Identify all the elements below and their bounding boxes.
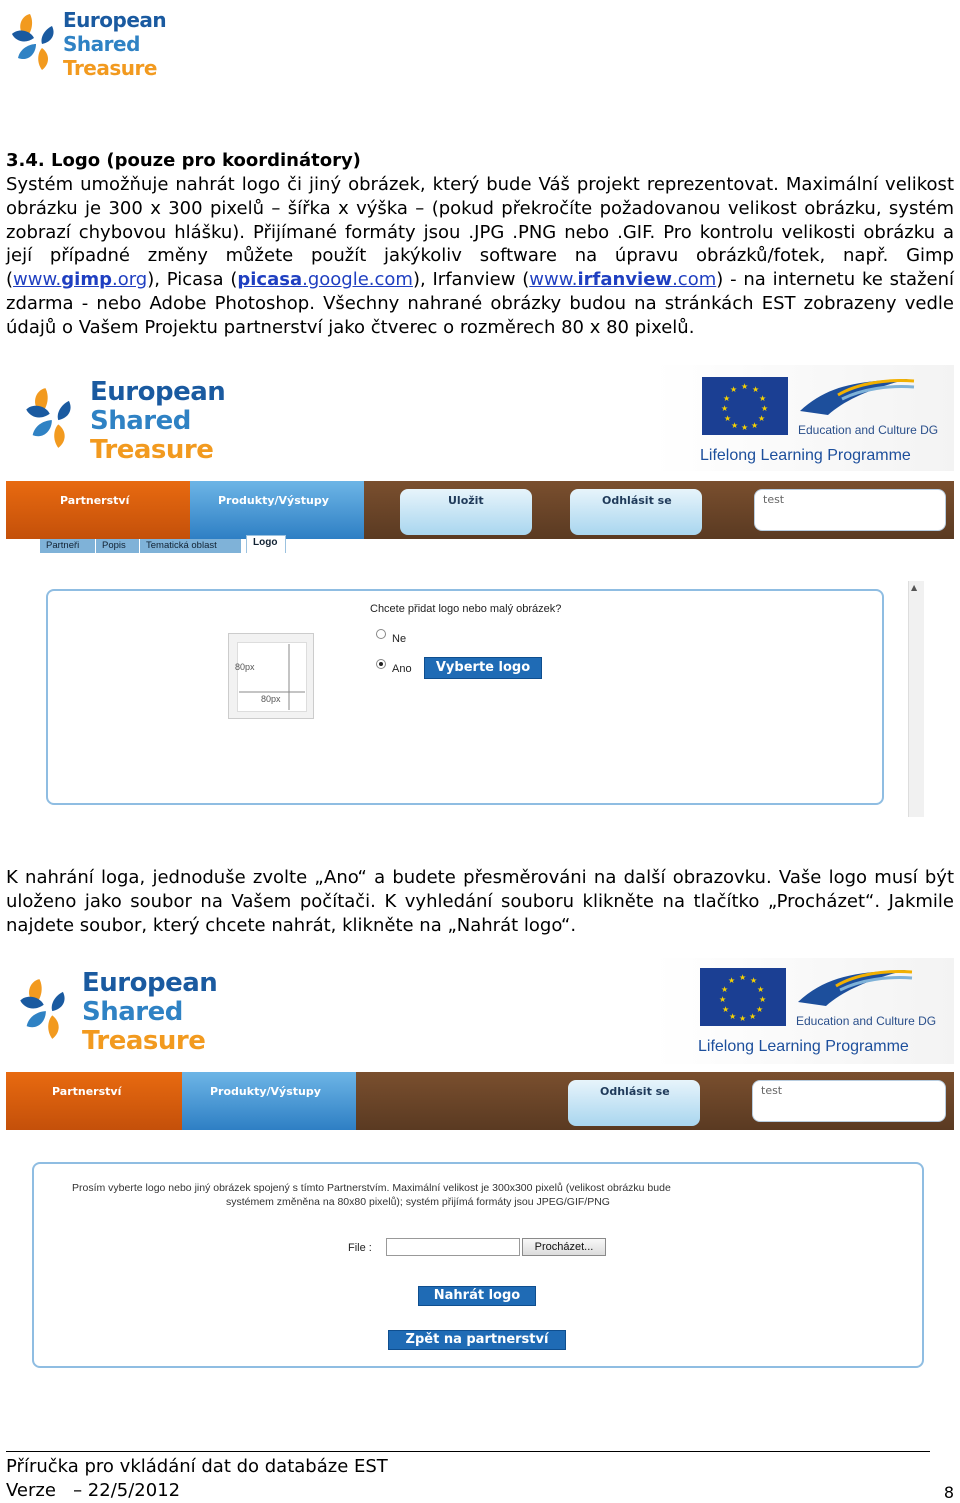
footer-title: Příručka pro vkládání dat do databáze EST: [6, 1456, 388, 1477]
logout-button-label: Odhlásit se: [600, 1085, 670, 1098]
logout-button[interactable]: [570, 489, 702, 535]
placeholder-width-label: 80px: [261, 694, 281, 704]
screenshot-upload: [6, 958, 954, 1372]
main-navbar: [6, 481, 954, 539]
logo-question: Chcete přidat logo nebo malý obrázek?: [370, 603, 562, 615]
nav-partnerstvi[interactable]: Partnerství: [52, 1085, 122, 1098]
upload-instructions-line1: Prosím vyberte logo nebo jiný obrázek spojený s tímto Partnerstvím. Maximální velikost je 300x300 pixelů (velikost obrázku bude: [72, 1182, 671, 1194]
footer-version: Verze – 22/5/2012: [6, 1480, 181, 1501]
main-navbar: [6, 1072, 954, 1130]
llp-swoosh-icon: [798, 375, 918, 423]
intro-text-2: ), Picasa (: [147, 269, 238, 291]
dg-label: Education and Culture DG: [798, 423, 939, 437]
tab-popis[interactable]: Popis: [96, 539, 140, 553]
irfanview-link[interactable]: www.irfanview.com: [529, 269, 717, 291]
search-input[interactable]: test: [752, 1080, 946, 1122]
scroll-up-icon[interactable]: ▲: [911, 583, 918, 592]
radio-ano-label: Ano: [392, 663, 412, 675]
est-banner: [6, 958, 954, 1064]
est-banner: [6, 365, 954, 471]
intro-text-1: Systém umožňuje nahrát logo či jiný obrázek, který bude Váš projekt reprezentovat. Maximální velikost obrázku je 300 x 300 pixelů – šířka x výška – (pokud překročíte požadovanou velikost obrázku, systém zobrazí chybovou hlášku). Přijímané formáty jsou .JPG .PNG nebo .GIF. Pro kontrolu velikosti obrázku a její případné změny můžete použít jakýkoliv software na úpravu obrázků/fotek, např. Gimp (: [6, 174, 954, 291]
browse-button[interactable]: Procházet...: [522, 1238, 606, 1256]
logo-placeholder: [228, 633, 314, 719]
footer-rule: [6, 1451, 930, 1452]
logo-choice-panel: [46, 589, 884, 805]
page-number: 8: [943, 1483, 954, 1502]
tab-tematicka-oblast[interactable]: Tematická oblast: [140, 539, 242, 553]
intro-text-3: ), Irfanview (: [412, 269, 530, 291]
logo-text-shared: Shared: [90, 406, 191, 436]
save-button-label: Uložit: [448, 494, 484, 507]
flower-logo-icon: [16, 966, 80, 1052]
flower-logo-icon: [8, 4, 68, 80]
logo-text-shared: Shared: [82, 997, 183, 1027]
upload-logo-button[interactable]: Nahrát logo: [418, 1286, 536, 1306]
file-label: File :: [348, 1242, 372, 1254]
dimension-lines-icon: [229, 634, 315, 720]
logo-text-european: European: [63, 8, 167, 32]
section-heading: 3.4. Logo (pouze pro koordinátory): [6, 150, 361, 171]
file-path-input[interactable]: [386, 1238, 520, 1256]
logo-text-shared: Shared: [63, 32, 140, 56]
llp-label: Lifelong Learning Programme: [698, 1038, 909, 1055]
dg-label: Education and Culture DG: [796, 1014, 937, 1028]
tab-partneri[interactable]: Partneři: [40, 539, 96, 553]
logo-text-treasure: Treasure: [82, 1026, 206, 1056]
gimp-link[interactable]: www.gimp.org: [13, 269, 148, 291]
llp-swoosh-icon: [796, 966, 916, 1014]
eu-flag-icon: ★ ★ ★ ★ ★ ★ ★ ★ ★ ★ ★ ★: [702, 377, 788, 435]
choose-logo-button[interactable]: Vyberte logo: [424, 657, 542, 679]
nav-produkty[interactable]: Produkty/Výstupy: [218, 494, 329, 507]
logo-text-treasure: Treasure: [63, 56, 157, 80]
placeholder-height-label: 80px: [235, 662, 255, 672]
nav-produkty[interactable]: Produkty/Výstupy: [210, 1085, 321, 1098]
page-logo: [8, 4, 168, 80]
upload-panel: [32, 1162, 924, 1368]
picasa-link[interactable]: picasa.google.com: [237, 269, 413, 291]
search-input[interactable]: test: [754, 489, 946, 531]
scrollbar[interactable]: [908, 581, 924, 817]
radio-ne-label: Ne: [392, 633, 407, 645]
flower-logo-icon: [22, 375, 86, 461]
upload-instructions-line2: systémem změněna na 80x80 pixelů); systém přijímá formáty jsou JPEG/GIF/PNG: [226, 1196, 610, 1208]
radio-ano[interactable]: [376, 659, 386, 669]
nav-partnerstvi[interactable]: Partnerství: [60, 494, 130, 507]
logo-text-treasure: Treasure: [90, 435, 214, 465]
intro-paragraph: [6, 173, 954, 340]
intro-text-4: ) - na internetu ke stažení zdarma - nebo Adobe Photoshop. Všechny nahrané obrázky budou na stránkách EST zobrazeny vedle údajů o Vašem Projektu partnerství jako čtverec o rozměrech 80 x 80 pixelů.: [6, 269, 954, 338]
logout-button-label: Odhlásit se: [602, 494, 672, 507]
back-to-partnership-button[interactable]: Zpět na partnerství: [388, 1330, 566, 1350]
logout-button[interactable]: [568, 1080, 700, 1126]
upload-paragraph: K nahrání loga, jednoduše zvolte „Ano“ a budete přesměrováni na další obrazovku. Vaše logo musí být uloženo jako soubor na Vašem počítači. K vyhledání souboru klikněte na tlačítko „Procházet“. Jakmile najdete soubor, který chcete nahrát, klikněte na „Nahrát logo“.: [6, 867, 954, 936]
logo-text-european: European: [82, 968, 218, 998]
tab-logo[interactable]: Logo: [246, 535, 286, 553]
save-button[interactable]: [400, 489, 532, 535]
radio-ne[interactable]: [376, 629, 386, 639]
llp-label: Lifelong Learning Programme: [700, 447, 911, 464]
eu-flag-icon: ★ ★ ★ ★ ★ ★ ★ ★ ★ ★ ★ ★: [700, 968, 786, 1026]
logo-text-european: European: [90, 377, 226, 407]
screenshot-logo-choice: [6, 365, 954, 817]
